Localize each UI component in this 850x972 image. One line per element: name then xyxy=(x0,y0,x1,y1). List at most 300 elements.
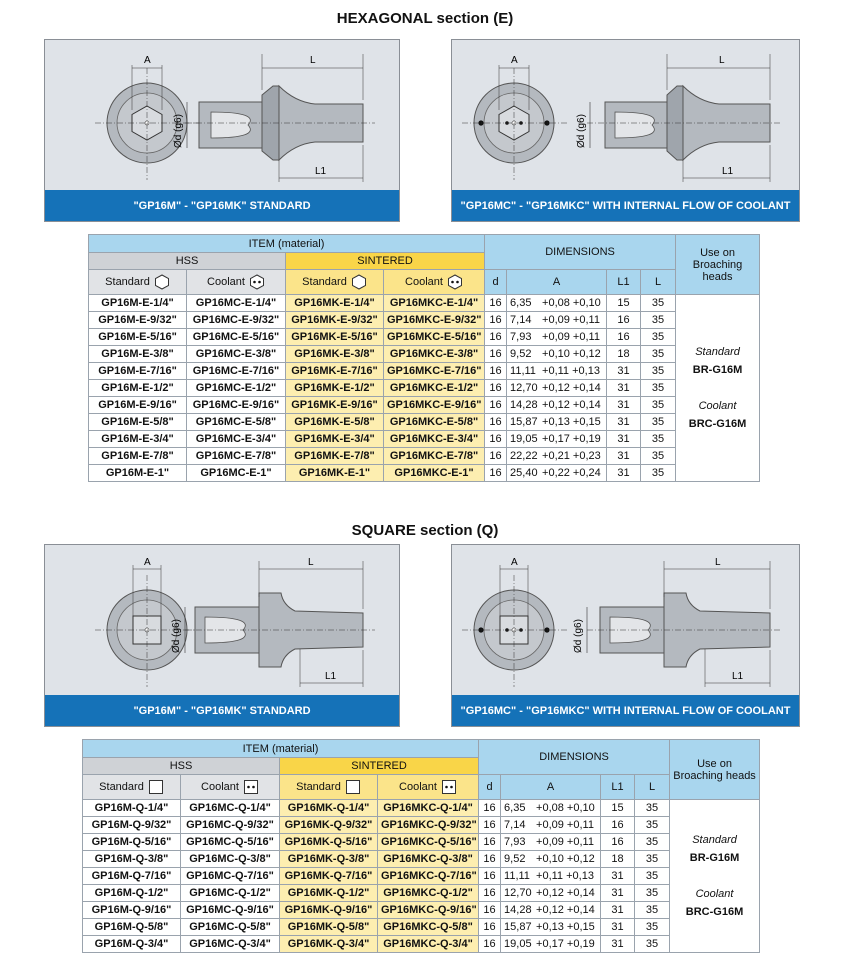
a-nominal: 14,28 xyxy=(510,399,538,411)
sintered-coolant-code: GP16MKC-Q-1/4" xyxy=(378,800,479,817)
square-standard-caption: "GP16M" - "GP16MK" STANDARD xyxy=(45,695,399,726)
l1-value: 18 xyxy=(607,346,641,363)
l1-value: 16 xyxy=(601,834,635,851)
hss-standard-code: GP16M-E-5/8" xyxy=(89,414,187,431)
l-value: 35 xyxy=(641,329,676,346)
sq-std-dim-a: A xyxy=(144,557,151,568)
table-row xyxy=(83,800,760,817)
use-coolant-code: BRC-G16M xyxy=(688,418,747,430)
hex-section-title: HEXAGONAL section (E) xyxy=(336,10,514,27)
hss-standard-code: GP16M-E-9/32" xyxy=(89,312,187,329)
sq-hss-coolant-label: Coolant xyxy=(201,780,239,793)
hss-standard-code: GP16M-E-5/16" xyxy=(89,329,187,346)
d-value: 16 xyxy=(485,295,507,312)
hex-use-header: Use on Broaching heads xyxy=(676,235,760,295)
hss-standard-code: GP16M-Q-5/8" xyxy=(83,919,181,936)
sintered-coolant-code: GP16MKC-Q-5/8" xyxy=(378,919,479,936)
use-coolant-label: Coolant xyxy=(695,888,734,900)
sintered-standard-code: GP16MK-E-1/2" xyxy=(286,380,384,397)
l1-value: 16 xyxy=(601,817,635,834)
hss-coolant-code: GP16MC-E-7/16" xyxy=(187,363,286,380)
d-value: 16 xyxy=(485,465,507,482)
use-standard-code: BR-G16M xyxy=(692,364,743,376)
table-row xyxy=(89,295,760,312)
hss-coolant-code: GP16MC-E-5/8" xyxy=(187,414,286,431)
hex-sint-coolant-label: Coolant xyxy=(405,275,443,288)
sintered-standard-code: GP16MK-E-1/4" xyxy=(286,295,384,312)
sintered-coolant-code: GP16MKC-E-5/8" xyxy=(384,414,485,431)
use-coolant-label: Coolant xyxy=(698,400,737,412)
d-value: 16 xyxy=(479,834,501,851)
hexagon-icon xyxy=(351,274,367,290)
hex-coolant-panel xyxy=(451,39,800,222)
hex-cool-dim-a: A xyxy=(511,55,518,66)
hss-coolant-code: GP16MC-E-9/32" xyxy=(187,312,286,329)
d-value: 16 xyxy=(485,329,507,346)
a-tolerance: +0,11 +0,13 xyxy=(542,365,600,377)
l1-value: 31 xyxy=(601,919,635,936)
hex-dimensions-header: DIMENSIONS xyxy=(485,235,676,270)
a-tolerance: +0,09 +0,11 xyxy=(542,314,600,326)
a-tolerance: +0,11 +0,13 xyxy=(536,870,594,882)
d-value: 16 xyxy=(485,431,507,448)
sintered-coolant-code: GP16MKC-E-1" xyxy=(384,465,485,482)
sintered-standard-code: GP16MK-E-5/8" xyxy=(286,414,384,431)
square-standard-panel xyxy=(44,544,400,727)
hss-standard-code: GP16M-Q-3/4" xyxy=(83,936,181,953)
a-nominal: 9,52 xyxy=(510,348,532,360)
square-coolant-icon xyxy=(441,779,457,795)
a-value xyxy=(507,295,607,312)
sq-sint-standard-label: Standard xyxy=(296,780,341,793)
hex-sint-standard xyxy=(286,270,384,295)
a-value xyxy=(507,448,607,465)
square-standard-drawing xyxy=(45,545,399,695)
l-value: 35 xyxy=(641,448,676,465)
a-value xyxy=(501,936,601,953)
sq-item-header: ITEM (material) xyxy=(83,740,479,758)
a-nominal: 19,05 xyxy=(510,433,538,445)
a-nominal: 7,93 xyxy=(504,836,526,848)
l1-value: 31 xyxy=(607,414,641,431)
use-standard-label: Standard xyxy=(692,834,737,846)
sq-cool-dim-d: Ød (g6) xyxy=(573,619,584,653)
a-tolerance: +0,12 +0,14 xyxy=(542,382,601,394)
sintered-coolant-code: GP16MKC-E-3/8" xyxy=(384,346,485,363)
use-coolant-code: BRC-G16M xyxy=(685,906,744,918)
table-row xyxy=(89,380,760,397)
l-value: 35 xyxy=(635,902,670,919)
sintered-coolant-code: GP16MKC-E-1/4" xyxy=(384,295,485,312)
sintered-standard-code: GP16MK-Q-1/4" xyxy=(280,800,378,817)
l1-value: 18 xyxy=(601,851,635,868)
a-value xyxy=(501,851,601,868)
a-value xyxy=(501,817,601,834)
square-coolant-caption: "GP16MC" - "GP16MKC" WITH INTERNAL FLOW OF COOLANT xyxy=(452,695,799,726)
sintered-coolant-code: GP16MKC-Q-7/16" xyxy=(378,868,479,885)
a-tolerance: +0,09 +0,11 xyxy=(536,819,594,831)
d-value: 16 xyxy=(485,448,507,465)
table-row xyxy=(89,397,760,414)
a-nominal: 25,40 xyxy=(510,467,538,479)
hss-standard-code: GP16M-E-3/4" xyxy=(89,431,187,448)
use-standard-label: Standard xyxy=(695,346,740,358)
table-row xyxy=(89,363,760,380)
hss-coolant-code: GP16MC-E-9/16" xyxy=(187,397,286,414)
l-value: 35 xyxy=(641,380,676,397)
sintered-standard-code: GP16MK-Q-5/16" xyxy=(280,834,378,851)
l-value: 35 xyxy=(635,868,670,885)
hex-coolant-caption: "GP16MC" - "GP16MKC" WITH INTERNAL FLOW OF COOLANT xyxy=(452,190,799,221)
l-value: 35 xyxy=(635,817,670,834)
a-nominal: 9,52 xyxy=(504,853,526,865)
hss-standard-code: GP16M-Q-1/4" xyxy=(83,800,181,817)
d-value: 16 xyxy=(479,902,501,919)
hss-standard-code: GP16M-Q-5/16" xyxy=(83,834,181,851)
sq-hss-header: HSS xyxy=(83,758,280,775)
l-value: 35 xyxy=(635,834,670,851)
d-value: 16 xyxy=(485,414,507,431)
a-tolerance: +0,21 +0,23 xyxy=(542,450,601,462)
a-value xyxy=(501,800,601,817)
d-value: 16 xyxy=(479,936,501,953)
l1-value: 31 xyxy=(607,448,641,465)
a-nominal: 11,11 xyxy=(504,870,530,882)
hss-coolant-code: GP16MC-E-1/4" xyxy=(187,295,286,312)
sintered-standard-code: GP16MK-Q-9/32" xyxy=(280,817,378,834)
sq-std-dim-d: Ød (g6) xyxy=(171,619,182,653)
d-value: 16 xyxy=(479,851,501,868)
sintered-coolant-code: GP16MKC-E-1/2" xyxy=(384,380,485,397)
hex-a-header: A xyxy=(507,270,607,295)
sintered-standard-code: GP16MK-E-5/16" xyxy=(286,329,384,346)
hex-standard-caption: "GP16M" - "GP16MK" STANDARD xyxy=(45,190,399,221)
l-value: 35 xyxy=(635,885,670,902)
l-value: 35 xyxy=(641,363,676,380)
sintered-coolant-code: GP16MKC-Q-9/32" xyxy=(378,817,479,834)
hex-l-header: L xyxy=(641,270,676,295)
a-value xyxy=(507,397,607,414)
hex-coolant-drawing xyxy=(452,40,799,190)
l1-value: 31 xyxy=(607,380,641,397)
sq-hss-standard xyxy=(83,775,181,800)
hss-coolant-code: GP16MC-E-1" xyxy=(187,465,286,482)
d-value: 16 xyxy=(485,363,507,380)
table-row xyxy=(89,329,760,346)
a-value xyxy=(507,465,607,482)
sq-l1-header: L1 xyxy=(601,775,635,800)
sintered-coolant-code: GP16MKC-E-7/8" xyxy=(384,448,485,465)
hexagon-coolant-icon xyxy=(447,274,463,290)
d-value: 16 xyxy=(485,312,507,329)
sq-d-header: d xyxy=(479,775,501,800)
sq-std-dim-l1: L1 xyxy=(325,671,337,682)
table-row xyxy=(89,431,760,448)
sq-l-header: L xyxy=(635,775,670,800)
table-row xyxy=(83,885,760,902)
d-value: 16 xyxy=(485,346,507,363)
a-nominal: 14,28 xyxy=(504,904,532,916)
a-tolerance: +0,13 +0,15 xyxy=(542,416,601,428)
sintered-standard-code: GP16MK-E-9/16" xyxy=(286,397,384,414)
square-coolant-panel xyxy=(451,544,800,727)
square-coolant-icon xyxy=(243,779,259,795)
hex-cool-dim-l1: L1 xyxy=(722,166,734,177)
sq-hss-coolant xyxy=(181,775,280,800)
l1-value: 31 xyxy=(601,885,635,902)
a-nominal: 6,35 xyxy=(510,297,532,309)
hex-standard-panel xyxy=(44,39,400,222)
a-tolerance: +0,12 +0,14 xyxy=(536,904,595,916)
a-tolerance: +0,17 +0,19 xyxy=(536,938,595,950)
hss-standard-code: GP16M-Q-3/8" xyxy=(83,851,181,868)
d-value: 16 xyxy=(479,885,501,902)
square-icon xyxy=(345,779,361,795)
l1-value: 16 xyxy=(607,329,641,346)
hex-sint-coolant xyxy=(384,270,485,295)
sintered-standard-code: GP16MK-E-1" xyxy=(286,465,384,482)
a-nominal: 12,70 xyxy=(504,887,532,899)
square-section-title: SQUARE section (Q) xyxy=(351,522,499,539)
a-value xyxy=(507,312,607,329)
d-value: 16 xyxy=(479,817,501,834)
hss-coolant-code: GP16MC-E-5/16" xyxy=(187,329,286,346)
hex-hss-standard-label: Standard xyxy=(105,275,150,288)
hex-sint-standard-label: Standard xyxy=(302,275,347,288)
sintered-standard-code: GP16MK-E-3/8" xyxy=(286,346,384,363)
l1-value: 31 xyxy=(607,363,641,380)
square-coolant-drawing xyxy=(452,545,799,695)
sq-cool-dim-l1: L1 xyxy=(732,671,744,682)
hex-cool-dim-l: L xyxy=(719,55,725,66)
a-nominal: 19,05 xyxy=(504,938,532,950)
hex-item-header: ITEM (material) xyxy=(89,235,485,253)
hss-coolant-code: GP16MC-Q-1/2" xyxy=(181,885,280,902)
sintered-standard-code: GP16MK-E-7/8" xyxy=(286,448,384,465)
sq-std-dim-l: L xyxy=(308,557,314,568)
hex-std-dim-l1: L1 xyxy=(315,166,327,177)
hexagon-icon xyxy=(154,274,170,290)
sintered-coolant-code: GP16MKC-Q-3/8" xyxy=(378,851,479,868)
sq-sint-coolant xyxy=(378,775,479,800)
hss-standard-code: GP16M-E-1" xyxy=(89,465,187,482)
table-row xyxy=(83,902,760,919)
a-value xyxy=(501,834,601,851)
l-value: 35 xyxy=(641,465,676,482)
a-nominal: 7,14 xyxy=(510,314,532,326)
a-nominal: 15,87 xyxy=(504,921,532,933)
table-row xyxy=(83,936,760,953)
a-tolerance: +0,08 +0,10 xyxy=(536,802,595,814)
hss-standard-code: GP16M-E-7/16" xyxy=(89,363,187,380)
table-row xyxy=(83,868,760,885)
l1-value: 16 xyxy=(607,312,641,329)
a-value xyxy=(507,431,607,448)
l-value: 35 xyxy=(641,346,676,363)
a-tolerance: +0,09 +0,11 xyxy=(542,331,600,343)
sintered-coolant-code: GP16MKC-Q-1/2" xyxy=(378,885,479,902)
a-value xyxy=(507,380,607,397)
l1-value: 31 xyxy=(601,902,635,919)
sintered-standard-code: GP16MK-Q-5/8" xyxy=(280,919,378,936)
a-nominal: 7,14 xyxy=(504,819,526,831)
sintered-coolant-code: GP16MKC-E-7/16" xyxy=(384,363,485,380)
a-tolerance: +0,22 +0,24 xyxy=(542,467,601,479)
sintered-coolant-code: GP16MKC-E-9/32" xyxy=(384,312,485,329)
hss-standard-code: GP16M-E-1/2" xyxy=(89,380,187,397)
l-value: 35 xyxy=(635,936,670,953)
a-value xyxy=(507,346,607,363)
sq-a-header: A xyxy=(501,775,601,800)
l1-value: 15 xyxy=(601,800,635,817)
table-row xyxy=(89,312,760,329)
table-row xyxy=(89,414,760,431)
hss-coolant-code: GP16MC-Q-5/16" xyxy=(181,834,280,851)
a-value xyxy=(501,885,601,902)
sintered-coolant-code: GP16MKC-Q-3/4" xyxy=(378,936,479,953)
hex-spec-table xyxy=(88,234,760,482)
hex-std-dim-d: Ød (g6) xyxy=(173,114,184,148)
sintered-coolant-code: GP16MKC-Q-5/16" xyxy=(378,834,479,851)
hss-coolant-code: GP16MC-Q-9/32" xyxy=(181,817,280,834)
table-row xyxy=(83,851,760,868)
hss-coolant-code: GP16MC-Q-5/8" xyxy=(181,919,280,936)
table-row xyxy=(83,919,760,936)
sintered-standard-code: GP16MK-Q-1/2" xyxy=(280,885,378,902)
l-value: 35 xyxy=(641,397,676,414)
square-table-body xyxy=(83,800,760,953)
hss-coolant-code: GP16MC-E-3/4" xyxy=(187,431,286,448)
hexagon-coolant-icon xyxy=(249,274,265,290)
sintered-coolant-code: GP16MKC-Q-9/16" xyxy=(378,902,479,919)
hex-std-dim-a: A xyxy=(144,55,151,66)
l-value: 35 xyxy=(641,312,676,329)
l1-value: 31 xyxy=(601,936,635,953)
l1-value: 15 xyxy=(607,295,641,312)
a-nominal: 12,70 xyxy=(510,382,538,394)
hex-standard-drawing xyxy=(45,40,399,190)
use-standard-code: BR-G16M xyxy=(689,852,740,864)
hss-standard-code: GP16M-E-1/4" xyxy=(89,295,187,312)
sintered-standard-code: GP16MK-E-9/32" xyxy=(286,312,384,329)
hex-hss-coolant-label: Coolant xyxy=(207,275,245,288)
table-row xyxy=(89,448,760,465)
hss-standard-code: GP16M-Q-9/32" xyxy=(83,817,181,834)
a-value xyxy=(501,919,601,936)
hss-coolant-code: GP16MC-E-3/8" xyxy=(187,346,286,363)
use-on-cell xyxy=(676,295,760,482)
square-spec-table xyxy=(82,739,760,953)
sq-use-header: Use on Broaching heads xyxy=(670,740,760,800)
hss-coolant-code: GP16MC-Q-1/4" xyxy=(181,800,280,817)
a-tolerance: +0,17 +0,19 xyxy=(542,433,601,445)
hex-std-dim-l: L xyxy=(310,55,316,66)
hex-hss-standard xyxy=(89,270,187,295)
d-value: 16 xyxy=(485,380,507,397)
a-tolerance: +0,12 +0,14 xyxy=(536,887,595,899)
sintered-standard-code: GP16MK-E-3/4" xyxy=(286,431,384,448)
hex-hss-coolant xyxy=(187,270,286,295)
a-value xyxy=(501,868,601,885)
hex-hss-header: HSS xyxy=(89,253,286,270)
table-row xyxy=(83,834,760,851)
hss-coolant-code: GP16MC-E-7/8" xyxy=(187,448,286,465)
hex-l1-header: L1 xyxy=(607,270,641,295)
a-tolerance: +0,12 +0,14 xyxy=(542,399,601,411)
table-row xyxy=(89,346,760,363)
hss-standard-code: GP16M-Q-1/2" xyxy=(83,885,181,902)
l-value: 35 xyxy=(635,800,670,817)
l-value: 35 xyxy=(641,414,676,431)
sintered-standard-code: GP16MK-Q-9/16" xyxy=(280,902,378,919)
hex-sintered-header: SINTERED xyxy=(286,253,485,270)
hss-standard-code: GP16M-E-3/8" xyxy=(89,346,187,363)
a-tolerance: +0,10 +0,12 xyxy=(542,348,601,360)
l-value: 35 xyxy=(641,431,676,448)
l1-value: 31 xyxy=(607,397,641,414)
square-icon xyxy=(148,779,164,795)
sq-sint-coolant-label: Coolant xyxy=(399,780,437,793)
a-tolerance: +0,09 +0,11 xyxy=(536,836,594,848)
d-value: 16 xyxy=(479,919,501,936)
a-nominal: 15,87 xyxy=(510,416,538,428)
sq-sint-standard xyxy=(280,775,378,800)
l-value: 35 xyxy=(641,295,676,312)
a-nominal: 7,93 xyxy=(510,331,532,343)
a-value xyxy=(507,414,607,431)
table-row xyxy=(89,465,760,482)
hss-standard-code: GP16M-Q-7/16" xyxy=(83,868,181,885)
a-value xyxy=(501,902,601,919)
hss-coolant-code: GP16MC-E-1/2" xyxy=(187,380,286,397)
sq-cool-dim-a: A xyxy=(511,557,518,568)
l-value: 35 xyxy=(635,919,670,936)
sintered-standard-code: GP16MK-Q-3/8" xyxy=(280,851,378,868)
sintered-standard-code: GP16MK-Q-7/16" xyxy=(280,868,378,885)
hss-standard-code: GP16M-Q-9/16" xyxy=(83,902,181,919)
hss-standard-code: GP16M-E-7/8" xyxy=(89,448,187,465)
a-value xyxy=(507,363,607,380)
sq-hss-standard-label: Standard xyxy=(99,780,144,793)
hss-standard-code: GP16M-E-9/16" xyxy=(89,397,187,414)
a-tolerance: +0,08 +0,10 xyxy=(542,297,601,309)
table-row xyxy=(83,817,760,834)
sintered-standard-code: GP16MK-E-7/16" xyxy=(286,363,384,380)
l1-value: 31 xyxy=(607,431,641,448)
sintered-coolant-code: GP16MKC-E-9/16" xyxy=(384,397,485,414)
d-value: 16 xyxy=(485,397,507,414)
a-tolerance: +0,10 +0,12 xyxy=(536,853,595,865)
d-value: 16 xyxy=(479,868,501,885)
sq-dimensions-header: DIMENSIONS xyxy=(479,740,670,775)
sq-cool-dim-l: L xyxy=(715,557,721,568)
use-on-cell xyxy=(670,800,760,953)
hss-coolant-code: GP16MC-Q-3/4" xyxy=(181,936,280,953)
sintered-coolant-code: GP16MKC-E-5/16" xyxy=(384,329,485,346)
hss-coolant-code: GP16MC-Q-9/16" xyxy=(181,902,280,919)
hex-table-body xyxy=(89,295,760,482)
sintered-coolant-code: GP16MKC-E-3/4" xyxy=(384,431,485,448)
hss-coolant-code: GP16MC-Q-3/8" xyxy=(181,851,280,868)
a-value xyxy=(507,329,607,346)
a-nominal: 22,22 xyxy=(510,450,538,462)
sintered-standard-code: GP16MK-Q-3/4" xyxy=(280,936,378,953)
d-value: 16 xyxy=(479,800,501,817)
a-nominal: 6,35 xyxy=(504,802,526,814)
a-nominal: 11,11 xyxy=(510,365,536,377)
l1-value: 31 xyxy=(601,868,635,885)
l-value: 35 xyxy=(635,851,670,868)
